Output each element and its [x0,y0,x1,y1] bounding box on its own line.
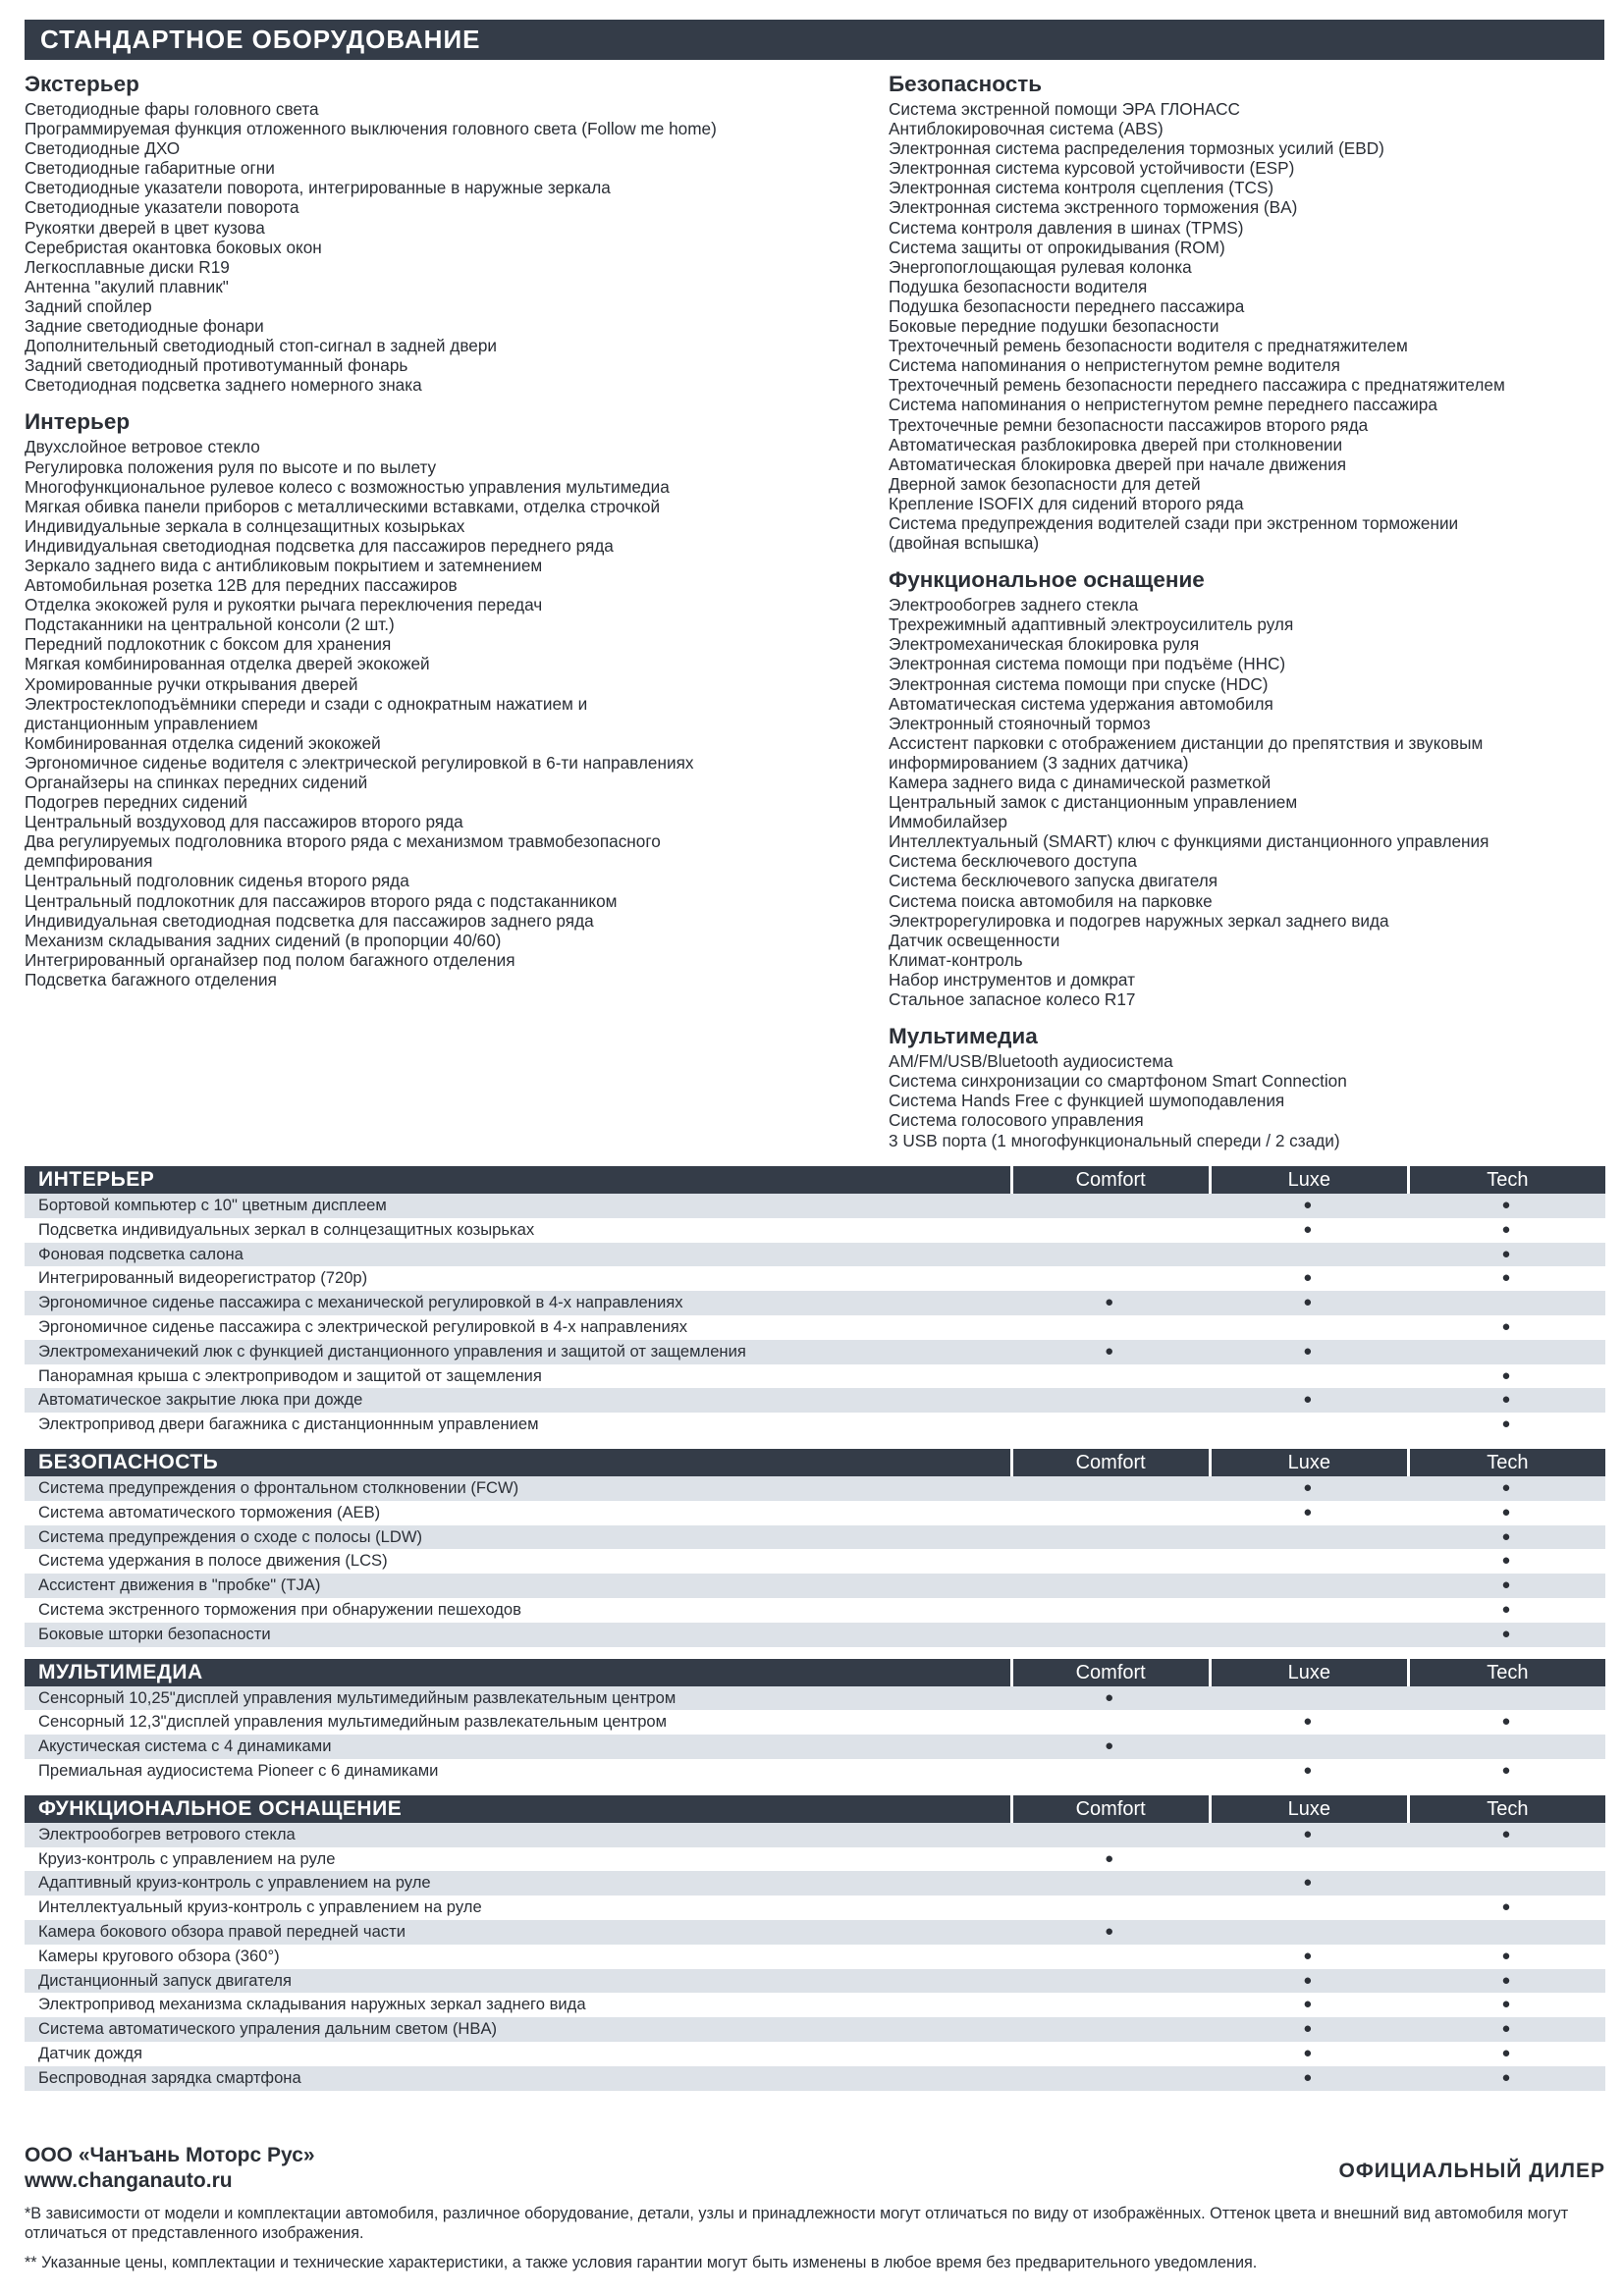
availability-cell: ● [1407,1710,1605,1735]
availability-cell [1010,1623,1209,1647]
availability-cell [1010,1993,1209,2017]
table-section-title: ФУНКЦИОНАЛЬНОЕ ОСНАЩЕНИЕ [25,1795,1010,1823]
feature-item: Подсветка багажного отделения [25,969,277,989]
availability-cell [1010,1413,1209,1437]
feature-item: Система синхронизации со смартфоном Smart Connection [889,1071,1347,1092]
availability-cell: ● [1209,1945,1407,1969]
availability-cell [1209,1243,1407,1267]
feature-item: Электростеклоподъёмники спереди и сзади с однократным нажатием и дистанционным управлением [25,693,588,733]
feature-item: Два регулируемых подголовника второго ряда с механизмом травмобезопасного демпфирования [25,831,661,872]
table-row [25,1969,1605,1994]
feature-item: Электрообогрев заднего стекла [889,595,1139,615]
availability-cell [1407,1920,1605,1945]
feature-label: Система предупреждения о фронтальном столкновении (FCW) [25,1476,1010,1501]
feature-label: Премиальная аудиосистема Pioneer с 6 динамиками [25,1759,1010,1784]
availability-cell [1010,1476,1209,1501]
availability-cell [1010,1823,1209,1847]
table-row [25,1243,1605,1267]
feature-item: Система предупреждения водителей сзади при экстренном торможении (двойная вспышка) [889,512,1459,554]
availability-cell [1209,1920,1407,1945]
trim-tables [25,1166,1605,2103]
availability-cell: ● [1407,1266,1605,1291]
availability-cell [1010,1388,1209,1413]
feature-item: Светодиодные указатели поворота, интегрированные в наружные зеркала [25,178,611,198]
feature-label: Сенсорный 12,3"дисплей управления мультимедийным развлекательным центром [25,1710,1010,1735]
availability-cell [1010,1525,1209,1550]
table-row [25,1291,1605,1315]
availability-cell [1010,1759,1209,1784]
table-row [25,1315,1605,1340]
availability-cell: ● [1407,1896,1605,1920]
trim-column-header: Comfort [1010,1449,1209,1476]
availability-cell: ● [1209,1993,1407,2017]
feature-item: Комбинированная отделка сидений экокожей [25,732,381,753]
standard-left-column [25,71,820,989]
table-row [25,1710,1605,1735]
feature-item: Электронная система помощи при спуске (HDC) [889,673,1269,694]
availability-cell [1209,1735,1407,1759]
feature-label: Интегрированный видеорегистратор (720p) [25,1266,1010,1291]
trim-column-header: Luxe [1209,1449,1407,1476]
table-section-title: ИНТЕРЬЕР [25,1166,1010,1194]
feature-item: Система напоминания о непристегнутом ремне водителя [889,355,1340,376]
feature-item: Центральный замок с дистанционным управлением [889,792,1298,813]
section-spacer [889,553,1610,566]
feature-label: Система автоматического торможения (AEB) [25,1501,1010,1525]
availability-cell [1407,1847,1605,1872]
availability-cell [1407,1686,1605,1711]
section-title: Функциональное оснащение [889,567,1205,593]
company-name: ООО «Чанъань Моторс Рус» [25,2144,315,2166]
feature-item: Автоматическая система удержания автомобиля [889,693,1273,714]
feature-item: Дверной замок безопасности для детей [889,473,1201,494]
feature-label: Система удержания в полосе движения (LCS) [25,1549,1010,1574]
feature-item: Система защиты от опрокидывания (ROM) [889,237,1225,257]
feature-item: Задние светодиодные фонари [25,316,264,337]
feature-item: Энергопоглощающая рулевая колонка [889,256,1192,277]
feature-item: Электронная система распределения тормозных усилий (EBD) [889,138,1384,159]
availability-cell [1010,2066,1209,2091]
feature-label: Подсветка индивидуальных зеркал в солнцезащитных козырьках [25,1218,1010,1243]
availability-cell [1010,1598,1209,1623]
feature-item: Интегрированный органайзер под полом багажного отделения [25,949,515,970]
feature-item: Система экстренной помощи ЭРА ГЛОНАСС [889,99,1240,119]
feature-item: Подстаканники на центральной консоли (2 шт.) [25,614,395,635]
table-row [25,1920,1605,1945]
feature-label: Сенсорный 10,25"дисплей управления мультимедийным развлекательным центром [25,1686,1010,1711]
availability-cell: ● [1209,1823,1407,1847]
feature-label: Электропривод механизма складывания наружных зеркал заднего вида [25,1993,1010,2017]
trim-column-header: Comfort [1010,1166,1209,1194]
feature-label: Боковые шторки безопасности [25,1623,1010,1647]
feature-item: Система голосового управления [889,1110,1144,1131]
availability-cell [1010,1969,1209,1994]
table-row [25,1735,1605,1759]
availability-cell: ● [1407,1549,1605,1574]
feature-item: Система бесключевого доступа [889,851,1137,872]
table-row [25,1847,1605,1872]
availability-cell: ● [1209,1759,1407,1784]
feature-label: Адаптивный круиз-контроль с управлением на руле [25,1871,1010,1896]
feature-label: Камеры кругового обзора (360°) [25,1945,1010,1969]
trim-table [25,1659,1605,1784]
availability-cell: ● [1407,1243,1605,1267]
availability-cell [1407,1291,1605,1315]
table-row [25,2017,1605,2042]
availability-cell [1209,1623,1407,1647]
section-title: Экстерьер [25,72,139,96]
feature-item: Антенна "акулий плавник" [25,276,229,296]
availability-cell: ● [1407,1476,1605,1501]
availability-cell [1209,1525,1407,1550]
feature-item: Система поиска автомобиля на парковке [889,890,1213,911]
feature-item: Электромеханическая блокировка руля [889,634,1200,655]
availability-cell [1010,2042,1209,2066]
table-row [25,1686,1605,1711]
section-title: Мультимедиа [889,1024,1038,1049]
feature-label: Бортовой компьютер с 10" цветным дисплеем [25,1194,1010,1218]
availability-cell: ● [1209,1291,1407,1315]
availability-cell: ● [1407,1945,1605,1969]
availability-cell [1010,1266,1209,1291]
feature-label: Дистанционный запуск двигателя [25,1969,1010,1994]
feature-item: Стальное запасное колесо R17 [889,989,1136,1010]
availability-cell: ● [1010,1847,1209,1872]
availability-cell [1209,1598,1407,1623]
availability-cell [1209,1686,1407,1711]
table-row [25,1501,1605,1525]
availability-cell: ● [1407,1413,1605,1437]
table-row [25,2066,1605,2091]
trim-table [25,1166,1605,1437]
availability-cell [1010,2017,1209,2042]
table-row [25,1388,1605,1413]
availability-cell: ● [1407,1574,1605,1598]
trim-column-header: Tech [1407,1659,1605,1686]
availability-cell: ● [1407,2066,1605,2091]
feature-item: Индивидуальная светодиодная подсветка для пассажиров заднего ряда [25,910,594,931]
trim-column-header: Luxe [1209,1659,1407,1686]
table-section-title: МУЛЬТИМЕДИА [25,1659,1010,1686]
table-row [25,1871,1605,1896]
feature-item: Климат-контроль [889,949,1023,970]
feature-label: Электрообогрев ветрового стекла [25,1823,1010,1847]
availability-cell: ● [1407,1501,1605,1525]
table-row [25,1598,1605,1623]
availability-cell: ● [1209,1710,1407,1735]
feature-item: Задний светодиодный противотуманный фонарь [25,355,408,376]
availability-cell [1010,1945,1209,1969]
availability-cell: ● [1407,1388,1605,1413]
availability-cell: ● [1407,1218,1605,1243]
feature-label: Система предупреждения о сходе с полосы (LDW) [25,1525,1010,1550]
availability-cell: ● [1407,1315,1605,1340]
availability-cell: ● [1209,1969,1407,1994]
feature-label: Панорамная крыша с электроприводом и защитой от защемления [25,1364,1010,1389]
feature-item: Электрорегулировка и подогрев наружных зеркал заднего вида [889,910,1389,931]
feature-label: Автоматическое закрытие люка при дожде [25,1388,1010,1413]
availability-cell [1209,1364,1407,1389]
availability-cell [1209,1549,1407,1574]
feature-item: Подушка безопасности водителя [889,276,1148,296]
availability-cell: ● [1407,1969,1605,1994]
feature-item: Мягкая комбинированная отделка дверей экокожей [25,654,430,674]
feature-label: Электропривод двери багажника с дистанционнным управлением [25,1413,1010,1437]
feature-item: Легкосплавные диски R19 [25,256,230,277]
feature-item: Светодиодная подсветка заднего номерного знака [25,375,422,396]
feature-item: Светодиодные ДХО [25,138,181,159]
feature-item: Органайзеры на спинках передних сидений [25,773,368,792]
feature-item: Электронная система контроля сцепления (TCS) [889,178,1274,198]
availability-cell: ● [1209,1194,1407,1218]
availability-cell [1010,1871,1209,1896]
feature-item: Индивидуальная светодиодная подсветка для пассажиров переднего ряда [25,535,614,556]
feature-label: Система автоматического упраления дальним светом (HBA) [25,2017,1010,2042]
availability-cell [1209,1574,1407,1598]
availability-cell: ● [1010,1920,1209,1945]
table-row [25,1574,1605,1598]
feature-label: Камера бокового обзора правой передней части [25,1920,1010,1945]
feature-label: Интеллектуальный круиз-контроль с управлением на руле [25,1896,1010,1920]
feature-item: Автоматическая блокировка дверей при начале движения [889,454,1347,474]
availability-cell: ● [1407,1364,1605,1389]
trim-column-header: Luxe [1209,1166,1407,1194]
availability-cell: ● [1407,1525,1605,1550]
feature-item: Датчик освещенности [889,930,1060,950]
availability-cell: ● [1407,1194,1605,1218]
availability-cell: ● [1209,1266,1407,1291]
feature-label: Акустическая система с 4 динамиками [25,1735,1010,1759]
table-row [25,1413,1605,1437]
table-row [25,1340,1605,1364]
table-row [25,1823,1605,1847]
trim-column-header: Tech [1407,1795,1605,1823]
website-link[interactable]: www.changanauto.ru [25,2169,233,2192]
table-row [25,1525,1605,1550]
availability-cell [1407,1735,1605,1759]
availability-cell [1010,1710,1209,1735]
feature-item: Светодиодные габаритные огни [25,158,275,179]
feature-item: Подогрев передних сидений [25,792,247,813]
page-title: СТАНДАРТНОЕ ОБОРУДОВАНИЕ [25,20,1604,60]
table-section-title: БЕЗОПАСНОСТЬ [25,1449,1010,1476]
feature-item: Камера заднего вида с динамической разметкой [889,773,1272,792]
feature-item: Автомобильная розетка 12В для передних пассажиров [25,575,458,596]
availability-cell: ● [1209,1218,1407,1243]
availability-cell [1010,1194,1209,1218]
feature-item: Программируемая функция отложенного выключения головного света (Follow me home) [25,119,717,139]
feature-item: Система бесключевого запуска двигателя [889,871,1218,891]
availability-cell: ● [1209,2017,1407,2042]
table-row [25,1266,1605,1291]
feature-item: Дополнительный светодиодный стоп-сигнал в задней двери [25,336,497,356]
section-title: Безопасность [889,72,1043,96]
feature-item: Электронная система курсовой устойчивости (ESP) [889,158,1295,179]
disclaimer-note-1: *В зависимости от модели и комплектации автомобиля, различное оборудование, детали, узлы и принадлежности могут отличаться по виду от изображённых. Оттенок цвета и внешний вид автомобиля могут отличаться от представленного изображения. [25,2205,1569,2242]
table-row [25,1364,1605,1389]
feature-item: Электронная система помощи при подъёме (HHC) [889,654,1286,674]
availability-cell [1010,1501,1209,1525]
feature-item: AM/FM/USB/Bluetooth аудиосистема [889,1051,1173,1072]
availability-cell: ● [1209,2042,1407,2066]
feature-item: Электронная система экстренного торможения (BA) [889,197,1298,218]
feature-label: Эргономичное сиденье пассажира с электрической регулировкой в 4-х направлениях [25,1315,1010,1340]
feature-label: Фоновая подсветка салона [25,1243,1010,1267]
feature-item: Трехрежимный адаптивный электроусилитель руля [889,614,1294,635]
table-row [25,1896,1605,1920]
feature-item: Задний спойлер [25,295,152,316]
trim-column-header: Tech [1407,1166,1605,1194]
feature-item: Трехточечные ремни безопасности пассажиров второго ряда [889,414,1369,435]
availability-cell: ● [1209,1501,1407,1525]
feature-item: Светодиодные фары головного света [25,99,319,119]
feature-item: Трехточечный ремень безопасности переднего пассажира с преднатяжителем [889,375,1505,396]
disclaimer-note-2: ** Указанные цены, комплектации и технические характеристики, а также условия гарантии могут быть изменены в любое время без предварительного уведомления. [25,2254,1258,2271]
feature-item: Зеркало заднего вида с антибликовым покрытием и затемнением [25,555,543,575]
availability-cell [1010,1574,1209,1598]
availability-cell: ● [1407,1823,1605,1847]
feature-label: Эргономичное сиденье пассажира с механической регулировкой в 4-х направлениях [25,1291,1010,1315]
trim-column-header: Comfort [1010,1659,1209,1686]
feature-item: Трехточечный ремень безопасности водителя с преднатяжителем [889,336,1408,356]
availability-cell [1407,1340,1605,1364]
availability-cell [1010,1243,1209,1267]
table-header-row [25,1795,1605,1823]
availability-cell [1209,1315,1407,1340]
availability-cell: ● [1407,2017,1605,2042]
feature-item: Рукоятки дверей в цвет кузова [25,217,265,238]
feature-item: Передний подлокотник с боксом для хранения [25,634,392,655]
availability-cell: ● [1010,1340,1209,1364]
feature-label: Беспроводная зарядка смартфона [25,2066,1010,2091]
table-header-row [25,1659,1605,1686]
availability-cell [1407,1871,1605,1896]
feature-item: Боковые передние подушки безопасности [889,316,1219,337]
availability-cell: ● [1209,2066,1407,2091]
availability-cell: ● [1209,1340,1407,1364]
trim-column-header: Luxe [1209,1795,1407,1823]
feature-item: Светодиодные указатели поворота [25,197,299,218]
availability-cell [1010,1549,1209,1574]
feature-item: Отделка экокожей руля и рукоятки рычага переключения передач [25,595,543,615]
feature-item: Хромированные ручки открывания дверей [25,673,358,694]
table-row [25,1759,1605,1784]
feature-item: Крепление ISOFIX для сидений второго ряда [889,493,1244,513]
table-header-row [25,1166,1605,1194]
feature-item: Эргономичное сиденье водителя с электрической регулировкой в 6-ти направлениях [25,752,694,773]
table-row [25,1549,1605,1574]
feature-item: Система напоминания о непристегнутом ремне переднего пассажира [889,395,1437,415]
feature-item: Антиблокировочная система (ABS) [889,119,1164,139]
feature-label: Ассистент движения в "пробке" (TJA) [25,1574,1010,1598]
availability-cell: ● [1010,1735,1209,1759]
feature-item: Иммобилайзер [889,812,1007,832]
feature-item: Многофункциональное рулевое колесо с возможностью управления мультимедиа [25,476,670,497]
feature-item: Индивидуальные зеркала в солнцезащитных козырьках [25,515,465,536]
feature-item: 3 USB порта (1 многофункциональный спереди / 2 сзади) [889,1130,1340,1150]
availability-cell: ● [1010,1686,1209,1711]
trim-column-header: Tech [1407,1449,1605,1476]
availability-cell [1010,1896,1209,1920]
availability-cell: ● [1209,1871,1407,1896]
feature-item: Серебристая окантовка боковых окон [25,237,322,257]
feature-item: Центральный подголовник сиденья второго ряда [25,871,409,891]
feature-item: Электронный стояночный тормоз [889,713,1151,733]
table-row [25,1218,1605,1243]
table-row [25,1945,1605,1969]
standard-right-column [889,71,1610,1150]
table-row [25,1194,1605,1218]
trim-table [25,1795,1605,2091]
section-spacer [25,395,820,408]
availability-cell [1010,1218,1209,1243]
table-row [25,2042,1605,2066]
table-row [25,1623,1605,1647]
availability-cell: ● [1407,1759,1605,1784]
availability-cell: ● [1209,1388,1407,1413]
trim-table [25,1449,1605,1647]
feature-item: Подушка безопасности переднего пассажира [889,295,1245,316]
availability-cell: ● [1010,1291,1209,1315]
feature-label: Система экстренного торможения при обнаружении пешеходов [25,1598,1010,1623]
feature-item: Механизм складывания задних сидений (в пропорции 40/60) [25,930,502,950]
availability-cell: ● [1407,1623,1605,1647]
feature-item: Мягкая обивка панели приборов с металлическими вставками, отделка строчкой [25,496,661,516]
availability-cell [1209,1896,1407,1920]
feature-label: Круиз-контроль с управлением на руле [25,1847,1010,1872]
availability-cell: ● [1407,1598,1605,1623]
feature-item: Двухслойное ветровое стекло [25,437,260,457]
availability-cell [1209,1413,1407,1437]
feature-item: Система контроля давления в шинах (TPMS) [889,217,1244,238]
table-header-row [25,1449,1605,1476]
footer [25,2143,1605,2272]
availability-cell: ● [1209,1476,1407,1501]
table-row [25,1993,1605,2017]
feature-label: Электромеханичекий люк с функцией дистанционного управления и защитой от защемления [25,1340,1010,1364]
availability-cell: ● [1407,1993,1605,2017]
availability-cell [1010,1364,1209,1389]
feature-item: Автоматическая разблокировка дверей при столкновении [889,434,1343,454]
trim-column-header: Comfort [1010,1795,1209,1823]
feature-item: Ассистент парковки с отображением дистанции до препятствия и звуковым информированием (3 задних датчика) [889,732,1484,773]
official-dealer-label: ОФИЦИАЛЬНЫЙ ДИЛЕР [1338,2160,1605,2182]
feature-item: Интеллектуальный (SMART) ключ с функциями дистанционного управления [889,831,1489,852]
section-title: Интерьер [25,409,131,435]
feature-item: Центральный воздуховод для пассажиров второго ряда [25,812,463,832]
availability-cell [1010,1315,1209,1340]
table-row [25,1476,1605,1501]
feature-item: Центральный подлокотник для пассажиров второго ряда с подстаканником [25,890,618,911]
feature-label: Датчик дождя [25,2042,1010,2066]
feature-item: Набор инструментов и домкрат [889,969,1135,989]
feature-item: Система Hands Free с функцией шумоподавления [889,1091,1285,1111]
availability-cell [1209,1847,1407,1872]
feature-item: Регулировка положения руля по высоте и по вылету [25,456,437,477]
availability-cell: ● [1407,2042,1605,2066]
section-spacer [889,1009,1610,1023]
